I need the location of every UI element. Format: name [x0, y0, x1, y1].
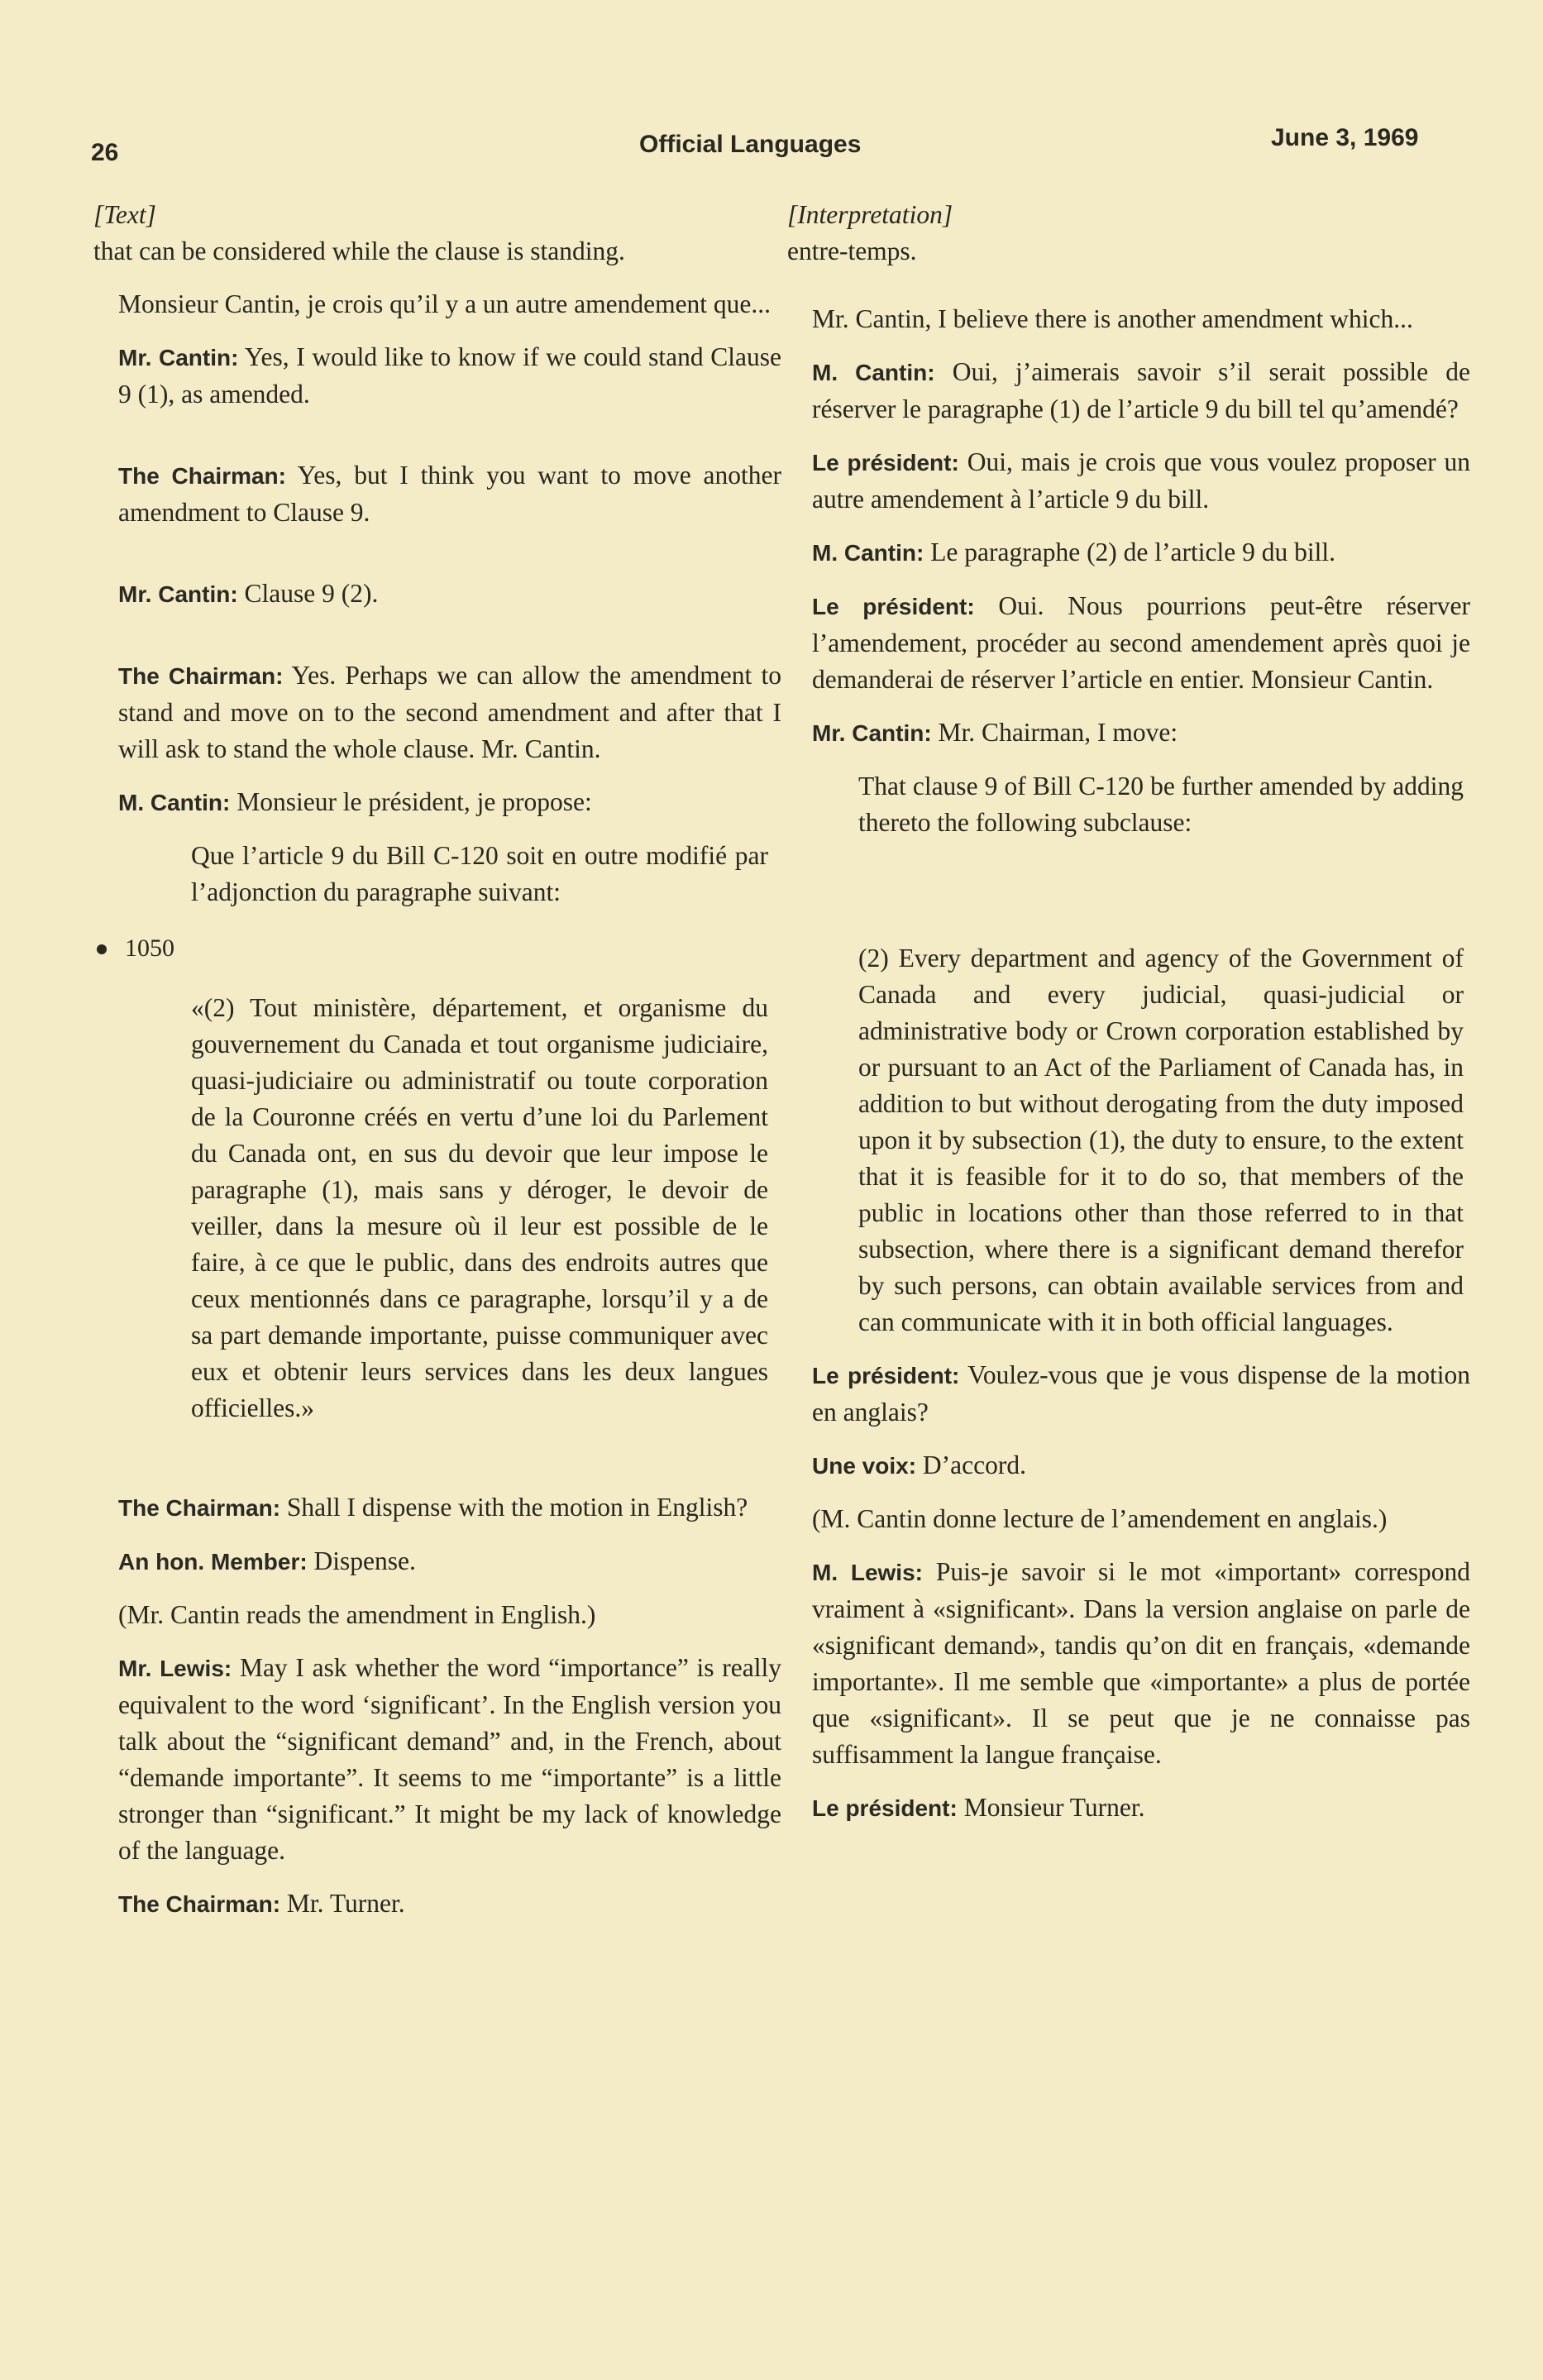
- speaker-name: The Chairman:: [118, 463, 286, 489]
- speech: [787, 1447, 1470, 1484]
- speech: [93, 1650, 781, 1869]
- speech: [787, 444, 1470, 518]
- speech-text: Yes, I would like to know if we could stand Clause 9 (1), as amended.: [118, 342, 781, 409]
- time-marker-text: 1050: [125, 934, 174, 962]
- speech: [93, 1489, 781, 1527]
- page-number: 26: [91, 139, 119, 166]
- motion-quote: That clause 9 of Bill C-120 be further amended by adding thereto the following subclause:: [858, 772, 1464, 837]
- speaker-name: M. Cantin:: [118, 790, 231, 815]
- paragraph: (Mr. Cantin reads the amendment in English.): [118, 1600, 596, 1629]
- column-tag: [Text]: [93, 200, 156, 229]
- speech-text: Yes, but I think you want to move another amendment to Clause 9.: [118, 461, 781, 527]
- speaker-name: Mr. Cantin:: [118, 345, 239, 370]
- speech-text: Monsieur le président, je propose:: [230, 787, 592, 816]
- paragraph: Monsieur Cantin, je crois qu’il y a un autre amendement que...: [118, 289, 772, 318]
- speech-text: Mr. Chairman, I move:: [931, 718, 1178, 747]
- speech: [93, 1885, 781, 1923]
- running-title: Official Languages: [639, 131, 862, 158]
- speech: [787, 534, 1470, 571]
- speech: [787, 1357, 1470, 1431]
- paragraph: (M. Cantin donne lecture de l’amendement en anglais.): [812, 1504, 1388, 1533]
- motion-quote: Que l’article 9 du Bill C-120 soit en outre modifié par l’adjonction du paragraphe suivant:: [191, 841, 768, 906]
- speaker-name: Une voix:: [812, 1453, 917, 1479]
- speech-text: Monsieur Turner.: [957, 1793, 1145, 1822]
- speaker-name: An hon. Member:: [118, 1549, 308, 1575]
- speaker-name: Le président:: [812, 1363, 960, 1388]
- speech-text: Shall I dispense with the motion in English?: [280, 1493, 748, 1522]
- bullet-icon: [97, 944, 107, 954]
- speech: [787, 1554, 1470, 1773]
- column-tag: [Interpretation]: [787, 200, 953, 229]
- speech: [787, 714, 1470, 752]
- speaker-name: Mr. Cantin:: [812, 720, 932, 746]
- speech: [787, 1790, 1470, 1827]
- speaker-name: M. Cantin:: [812, 360, 935, 385]
- time-marker: [93, 930, 781, 967]
- speaker-name: Le président:: [812, 450, 959, 476]
- speech-text: D’accord.: [916, 1450, 1026, 1479]
- speech-text: Oui, j’aimerais savoir s’il serait possible de réserver le paragraphe (1) de l’article 9 du bill tel qu’amendé?: [812, 357, 1471, 423]
- speech-text: May I ask whether the word “importance” is really equivalent to the word ‘significant’. In the English version you talk about the “significant demand” and, in the French, about “demande importante”. It seems to me “importante” is a little stronger than “significant.” It might be my lack of knowledge of the language.: [118, 1653, 781, 1865]
- speaker-name: Le président:: [812, 594, 975, 619]
- paragraph: Mr. Cantin, I believe there is another amendment which...: [812, 304, 1413, 333]
- speech: [93, 784, 781, 821]
- speaker-name: Mr. Lewis:: [118, 1656, 232, 1681]
- speech: [787, 588, 1470, 698]
- header-date: June 3, 1969: [1271, 124, 1419, 151]
- speaker-name: The Chairman:: [118, 1495, 281, 1521]
- speaker-name: The Chairman:: [118, 663, 284, 689]
- amendment-quote: (2) Every department and agency of the Government of Canada and every judicial, quasi-judicial or administrative body or Crown corporation established by or pursuant to an Act of the Parliament of Canada has, in addition to but without derogating from the duty imposed upon it by subsection (1), the duty to ensure, to the extent that it is feasible for it to do so, that members of the public in locations other than those referred to in that subsection, where there is a significant demand therefor by such persons, can obtain available services from and can communicate with it in both official languages.: [858, 944, 1464, 1336]
- speech-text: Yes. Perhaps we can allow the amendment to stand and move on to the second amendment and after that I will ask to stand the whole clause. Mr. Cantin.: [118, 661, 781, 763]
- speech: [787, 354, 1470, 428]
- speaker-name: Mr. Cantin:: [118, 581, 238, 607]
- speech-text: Le paragraphe (2) de l’article 9 du bill.: [924, 538, 1335, 566]
- french-interpretation-column: [787, 197, 1470, 1843]
- amendment-quote: «(2) Tout ministère, département, et organisme du gouvernement du Canada et tout organisme judiciaire, quasi-judiciaire ou administratif ou toute corporation de la Couronne créés en vertu d’une loi du Parlement du Canada ont, en sus du devoir que leur impose le paragraphe (1), mais sans y déroger, le devoir de veiller, dans la mesure où il leur est possible de le faire, à ce que le public, dans des endroits autres que ceux mentionnés dans ce paragraphe, lorsqu’il y a de sa part demande importante, puisse communiquer avec eux et obtenir leurs services dans les deux langues officielles.»: [191, 993, 768, 1422]
- speech-text: Dispense.: [307, 1546, 416, 1575]
- speaker-name: Le président:: [812, 1795, 958, 1821]
- speech: [93, 339, 781, 413]
- paragraph: entre-temps.: [787, 237, 917, 265]
- speaker-name: M. Cantin:: [812, 540, 924, 566]
- paragraph: that can be considered while the clause is standing.: [93, 237, 625, 265]
- speaker-name: The Chairman:: [118, 1891, 281, 1917]
- speech-text: Clause 9 (2).: [237, 579, 379, 608]
- speech-text: Oui, mais je crois que vous voulez proposer un autre amendement à l’article 9 du bill.: [812, 447, 1470, 514]
- speech-text: Mr. Turner.: [280, 1889, 405, 1918]
- speech-text: Voulez-vous que je vous dispense de la motion en anglais?: [812, 1360, 1470, 1427]
- speech-text: Puis-je savoir si le mot «important» correspond vraiment à «significant». Dans la version anglaise on parle de «significant demand», tandis qu’on dit en français, «demande importante». Il me semble que «importante» a plus de portée que «significant». Il se peut que je ne connaisse pas suffisamment la langue française.: [812, 1557, 1470, 1769]
- speech: [93, 576, 781, 613]
- english-text-column: [93, 197, 781, 1939]
- speech: [93, 657, 781, 767]
- speech-text: Oui. Nous pourrions peut-être réserver l’amendement, procéder au second amendement après quoi je demanderai de réserver l’article en entier. Monsieur Cantin.: [812, 591, 1470, 694]
- page-header: [0, 124, 1543, 174]
- speaker-name: M. Lewis:: [812, 1560, 923, 1585]
- speech: [93, 457, 781, 531]
- speech: [93, 1543, 781, 1580]
